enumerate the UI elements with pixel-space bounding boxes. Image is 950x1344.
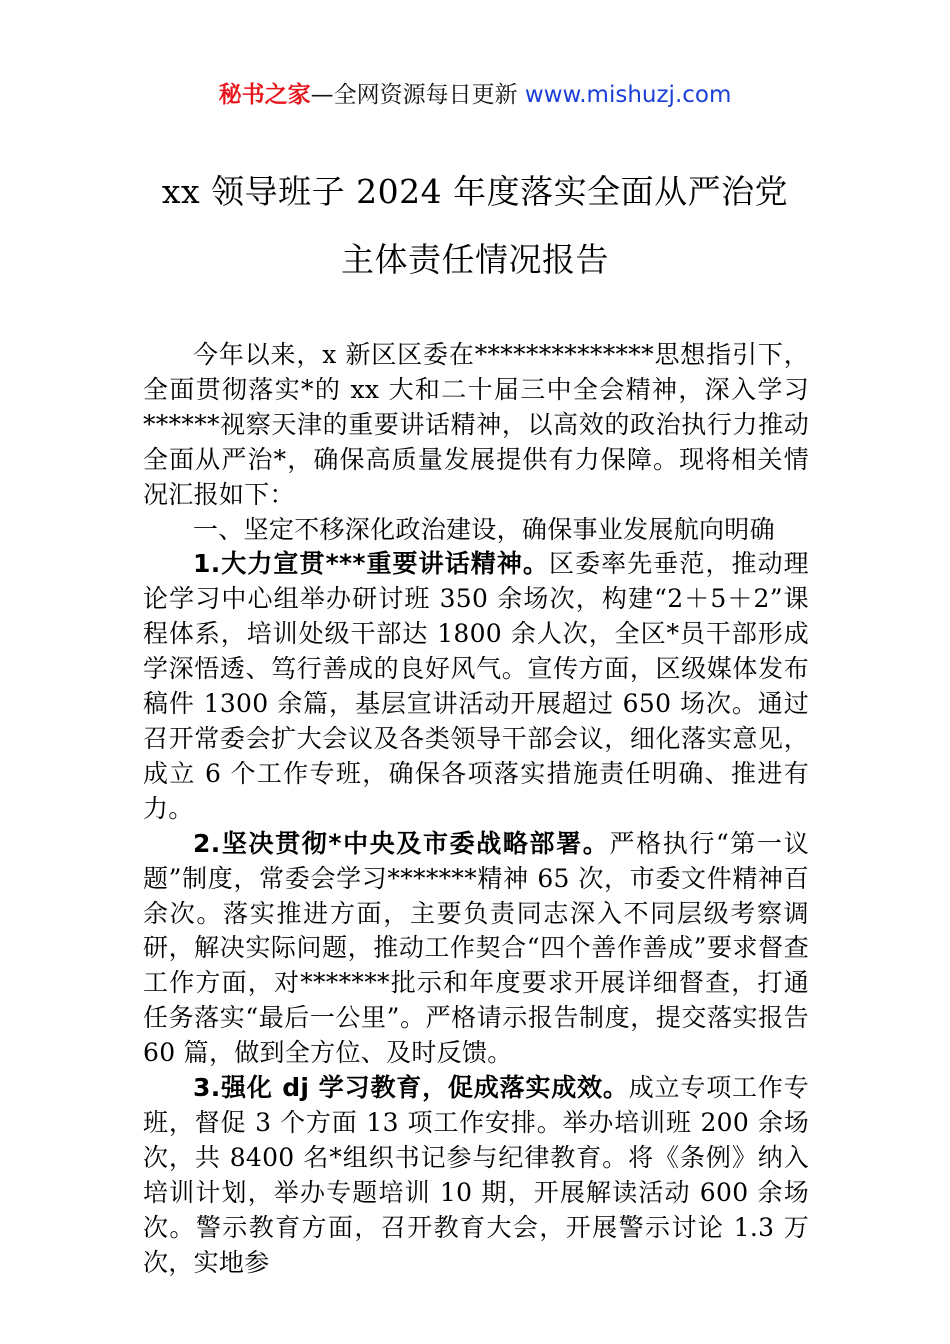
paragraph-2	[143, 827, 809, 1071]
paragraph-3-text: 成立专项工作专班，督促 3 个方面 13 项工作安排。举办培训班 200 余场次，共 8400 名*组织书记参与纪律教育。将《条例》纳入培训计划，举办专题培训 10 期，开展解读活动 600 余场次。警示教育方面，召开教育大会，开展警示讨论 1.3 万次，实地参	[143, 1073, 809, 1277]
section-heading-1: 一、坚定不移深化政治建设，确保事业发展航向明确	[193, 514, 775, 544]
paragraph-3	[143, 1071, 809, 1280]
paragraph-2-text: 严格执行“第一议题”制度，常委会学习*******精神 65 次，市委文件精神百余次。落实推进方面，主要负责同志深入不同层级考察调研，解决实际问题，推动工作契合“四个善作善成”要求督查工作方面，对*******批示和年度要求开展详细督查，打通任务落实“最后一公里”。严格请示报告制度，提交落实报告 60 篇，做到全方位、及时反馈。	[143, 828, 809, 1068]
paragraph-2-lead: 2.坚决贯彻*中央及市委战略部署。	[193, 828, 610, 858]
title-line-1: xx 领导班子 2024 年度落实全面从严治党	[161, 172, 789, 211]
site-header	[0, 78, 950, 112]
site-brand: 秘书之家	[218, 82, 311, 108]
site-tagline: —全网资源每日更新	[310, 82, 518, 108]
paragraph-3-lead: 3.强化 dj 学习教育，促成落实成效。	[193, 1073, 629, 1103]
document-body	[143, 338, 809, 1280]
site-url-link[interactable]: www.mishuzj.com	[524, 82, 732, 108]
document-title	[90, 158, 860, 294]
intro-paragraph: 今年以来，x 新区区委在**************思想指引下，全面贯彻落实*的 xx 大和二十届三中全会精神，深入学习******视察天津的重要讲话精神，以高效的政治执行力推动全面从严治*，确保高质量发展提供有力保障。现将相关情况汇报如下：	[143, 340, 809, 509]
paragraph-1-text: 区委率先垂范，推动理论学习中心组举办研讨班 350 余场次，构建“2＋5＋2”课程体系，培训处级干部达 1800 余人次，全区*员干部形成学深悟透、笃行善成的良好风气。宣传方面，区级媒体发布稿件 1300 余篇，基层宣讲活动开展超过 650 场次。通过召开常委会扩大会议及各类领导干部会议，细化落实意见，成立 6 个工作专班，确保各项落实措施责任明确、推进有力。	[143, 549, 809, 823]
title-line-2: 主体责任情况报告	[341, 240, 609, 279]
paragraph-1-lead: 1.大力宣贯***重要讲话精神。	[193, 549, 549, 579]
paragraph-1	[143, 547, 809, 826]
